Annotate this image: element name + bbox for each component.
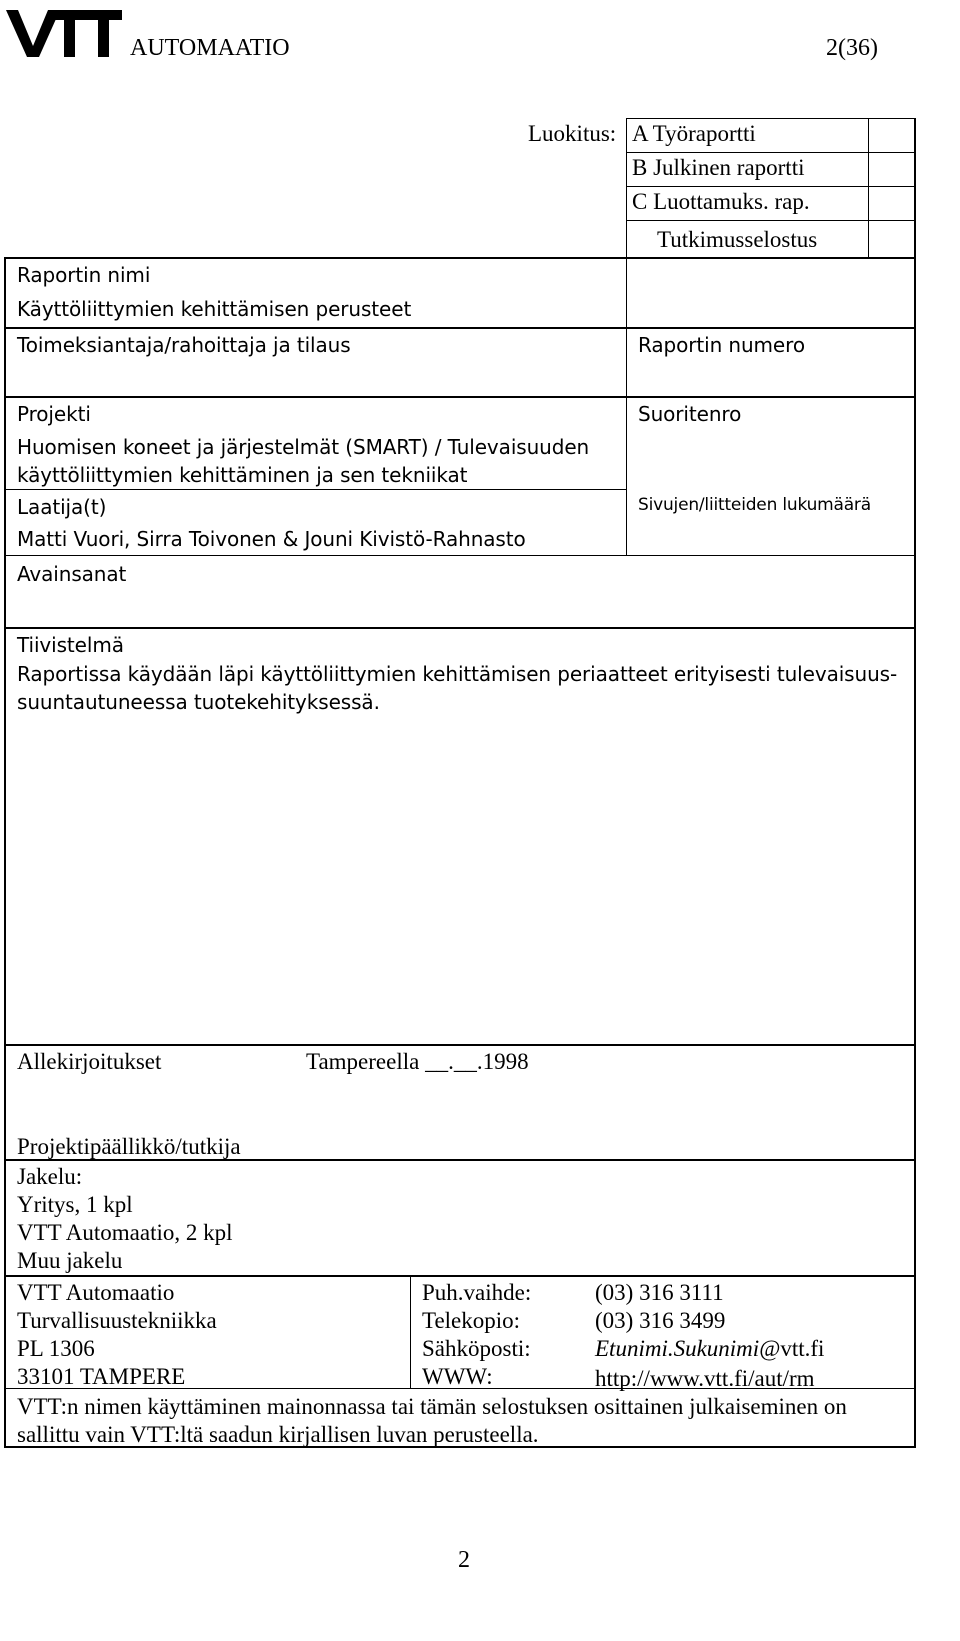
signature-place-date: Tampereella __.__.1998 [306,1049,529,1074]
divider-report-number-2 [626,327,627,397]
authors-value: Matti Vuori, Sirra Toivonen & Jouni Kivistö-Rahnasto [17,527,526,551]
performance-number-label: Suoritenro [638,402,742,426]
www-value: http://www.vtt.fi/aut/rm [595,1366,815,1391]
phone-value: (03) 316 3111 [595,1280,724,1305]
client-label: Toimeksiantaja/rahoittaja ja tilaus [17,333,351,357]
frame-left-border [4,257,6,1447]
classification-option-c: C Luottamuks. rap. [632,189,810,214]
signatures-label: Allekirjoitukset [17,1049,162,1074]
classification-line-3 [626,220,916,221]
distribution-item-2: VTT Automaatio, 2 kpl [17,1220,233,1245]
contact-address-line1: VTT Automaatio [17,1280,175,1305]
contact-address-line4: 33101 TAMPERE [17,1364,186,1389]
email-value-domain: @vtt.fi [759,1336,825,1361]
email-value-name: Etunimi.Sukunimi [595,1336,760,1361]
usage-note-line2: sallittu vain VTT:ltä saadun kirjallisen luvan perusteella. [17,1422,539,1447]
rule-contact-top [4,1275,916,1277]
phone-label: Puh.vaihde: [422,1280,532,1305]
rule-abstract-top [4,627,916,629]
classification-line-2 [626,186,916,187]
divider-report-number [626,257,627,328]
department-name: AUTOMAATIO [130,35,290,61]
classification-option-a: A Työraportti [632,121,756,146]
fax-label: Telekopio: [422,1308,521,1333]
abstract-label: Tiivistelmä [17,633,124,657]
rule-report-top [4,257,916,259]
usage-note-line1: VTT:n nimen käyttäminen mainonnassa tai tämän selostuksen osittainen julkaiseminen on [17,1394,847,1419]
abstract-line2: suuntautuneessa tuotekehityksessä. [17,690,380,714]
email-value [595,1335,824,1363]
rule-report-name [4,327,916,329]
classification-left-line [626,118,627,258]
project-label: Projekti [17,402,91,426]
classification-label: Luokitus: [528,121,617,146]
contact-address-line2: Turvallisuustekniikka [17,1308,217,1333]
classification-checkbox-line [868,118,869,258]
classification-top-line [626,118,916,119]
rule-signatures-top [4,1044,916,1046]
rule-project-top [4,396,916,398]
signature-role: Projektipäällikkö/tutkija [17,1134,241,1159]
rule-keywords-top [4,555,916,556]
email-label: Sähköposti: [422,1336,531,1361]
keywords-label: Avainsanat [17,562,127,586]
www-label: WWW: [422,1364,493,1389]
distribution-item-3: Muu jakelu [17,1248,123,1273]
classification-line-1 [626,152,916,153]
vtt-logo [6,0,124,58]
authors-label: Laatija(t) [17,495,107,519]
rule-authors-top [4,489,626,490]
report-name-label: Raportin nimi [17,263,151,287]
page-number: 2 [458,1547,470,1573]
classification-option-b: B Julkinen raportti [632,155,805,180]
report-number-label: Raportin numero [638,333,805,357]
project-value-line1: Huomisen koneet ja järjestelmät (SMART) / Tulevaisuuden [17,435,590,459]
contact-address-line3: PL 1306 [17,1336,95,1361]
divider-project [626,396,627,556]
page-count-label: Sivujen/liitteiden lukumäärä [638,495,871,515]
divider-contact [410,1275,411,1389]
project-value-line2: käyttöliittymien kehittäminen ja sen tekniikat [17,463,468,487]
report-type: Tutkimusselostus [657,227,818,252]
distribution-label: Jakelu: [17,1164,83,1189]
report-name-value: Käyttöliittymien kehittämisen perusteet [17,297,412,321]
abstract-line1: Raportissa käydään läpi käyttöliittymien kehittämisen periaatteet erityisesti tulevaisuus- [17,662,898,686]
frame-right-border [914,118,916,1447]
page-indicator: 2(36) [826,35,878,61]
distribution-item-1: Yritys, 1 kpl [17,1192,133,1217]
fax-value: (03) 316 3499 [595,1308,726,1333]
